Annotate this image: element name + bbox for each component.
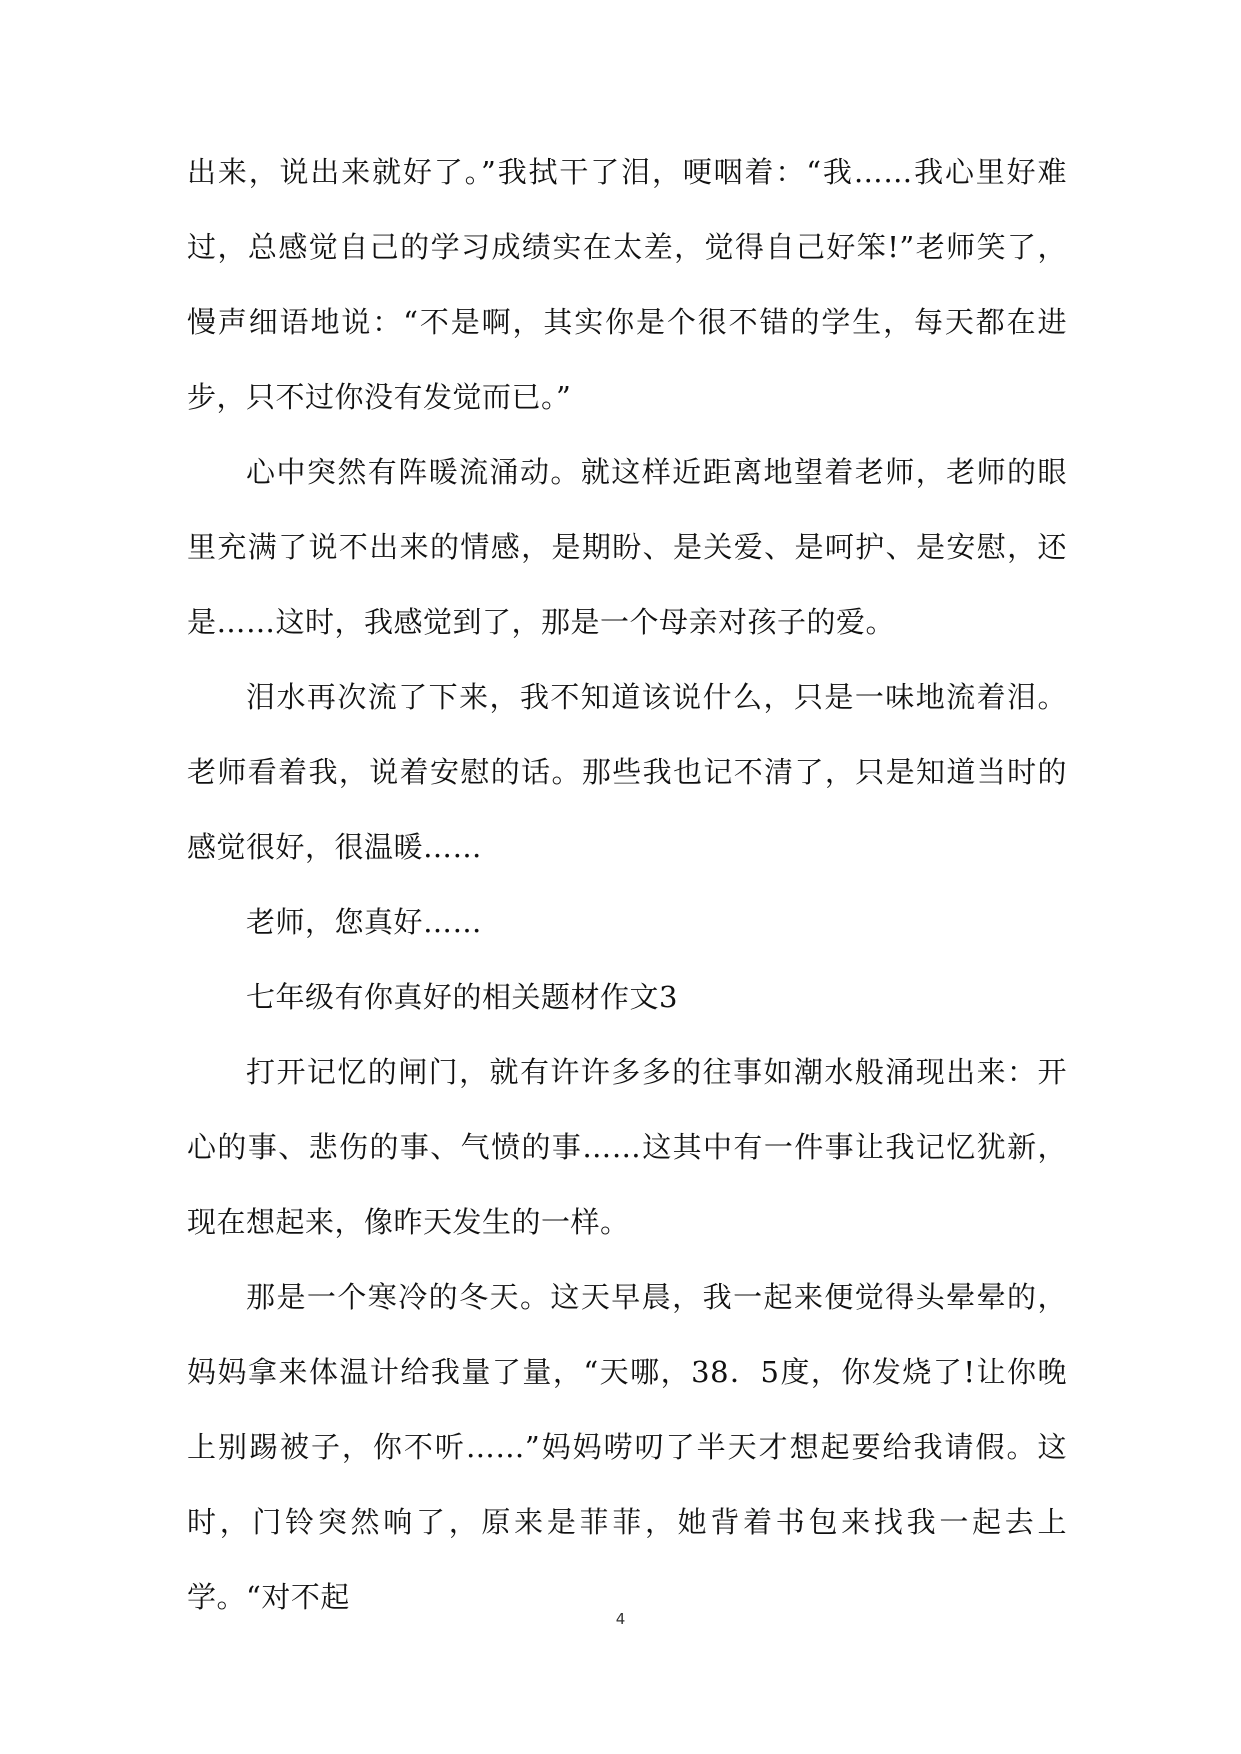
paragraph-continuation: 出来，说出来就好了。”我拭干了泪，哽咽着：“我……我心里好难过，总感觉自己的学习成绩实在太差，觉得自己好笨!”老师笑了，慢声细语地说：“不是啊，其实你是个很不错的学生，每天都在进步，只不过你没有发觉而已。” <box>187 155 1067 414</box>
paragraph: 老师，您真好…… <box>246 905 483 939</box>
page-number: 4 <box>615 1610 626 1628</box>
paragraph: 那是一个寒冷的冬天。这天早晨，我一起来便觉得头晕晕的，妈妈拿来体温计给我量了量，“天哪，38．5度，你发烧了!让你晚上别踢被子，你不听……”妈妈唠叨了半天才想起要给我请假。这时，门铃突然响了，原来是菲菲，她背着书包来找我一起去上学。“对不起 <box>187 1280 1067 1614</box>
document-body <box>187 135 1067 1635</box>
paragraph: 打开记忆的闸门，就有许许多多的往事如潮水般涌现出来：开心的事、悲伤的事、气愤的事……这其中有一件事让我记忆犹新，现在想起来，像昨天发生的一样。 <box>187 1055 1067 1239</box>
paragraph: 泪水再次流了下来，我不知道该说什么，只是一味地流着泪。老师看着我，说着安慰的话。那些我也记不清了，只是知道当时的感觉很好，很温暖…… <box>187 680 1067 864</box>
section-heading: 七年级有你真好的相关题材作文3 <box>246 980 678 1014</box>
paragraph: 心中突然有阵暖流涌动。就这样近距离地望着老师，老师的眼里充满了说不出来的情感，是期盼、是关爱、是呵护、是安慰，还是……这时，我感觉到了，那是一个母亲对孩子的爱。 <box>187 455 1067 639</box>
